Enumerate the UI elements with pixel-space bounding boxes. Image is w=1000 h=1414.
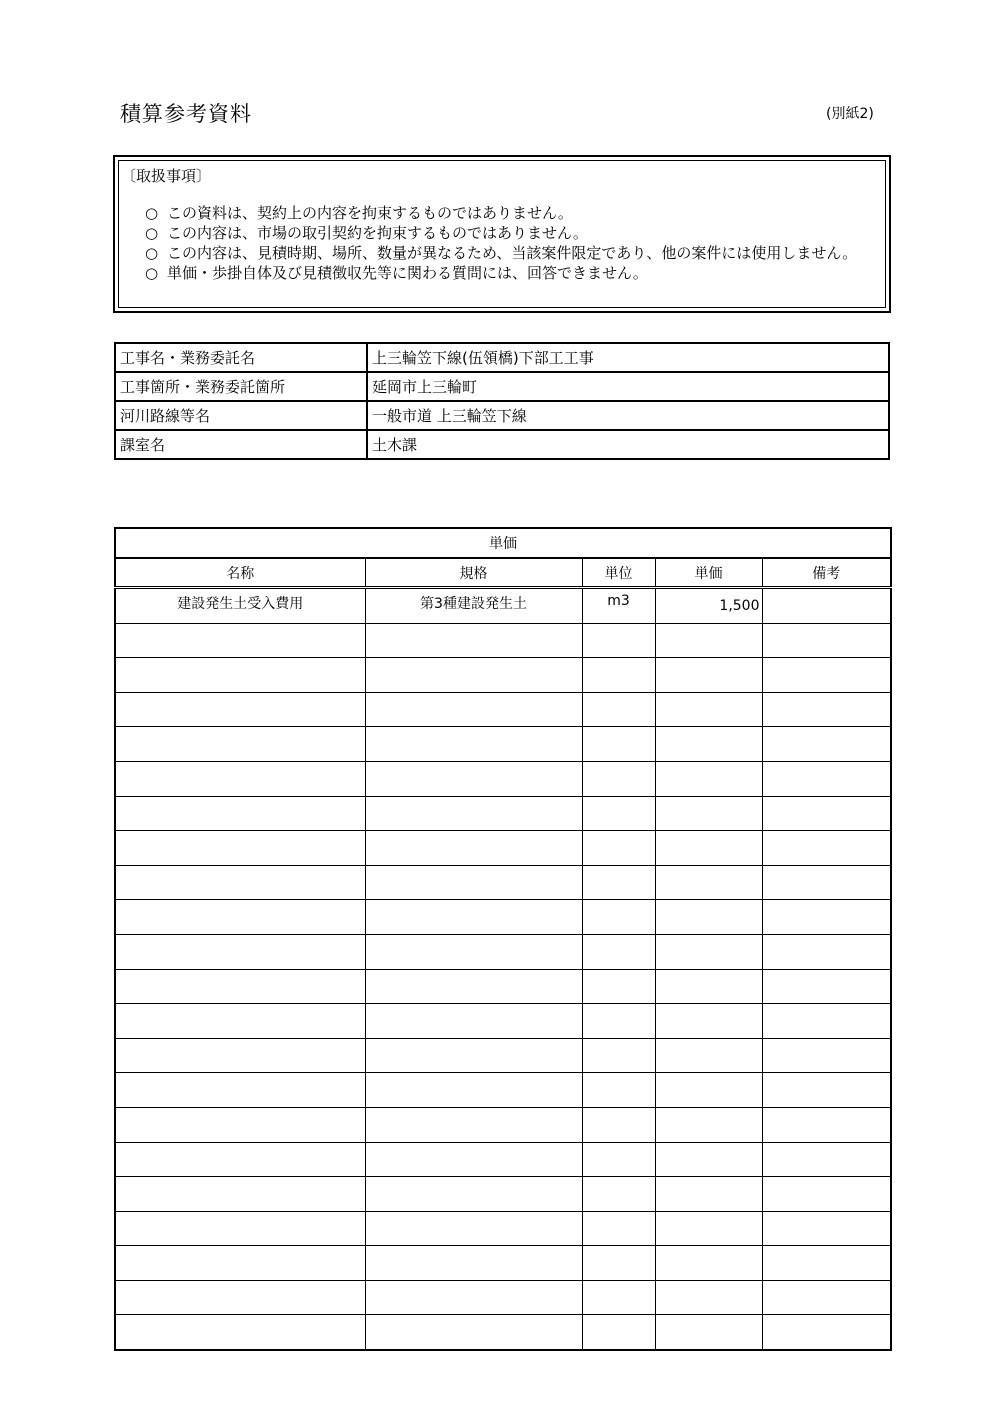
cell-name — [115, 1280, 365, 1315]
project-info-table — [114, 342, 890, 460]
table-row — [115, 1246, 891, 1281]
cell-name — [115, 934, 365, 969]
table-row — [115, 796, 891, 831]
circle-bullet-icon: ○ — [145, 264, 159, 282]
cell-unit-price — [655, 727, 762, 762]
cell-remarks — [762, 692, 891, 727]
cell-name — [115, 1211, 365, 1246]
cell-unit — [582, 1107, 655, 1142]
cell-name — [115, 623, 365, 658]
cell-name — [115, 1038, 365, 1073]
note-text: 単価・歩掛自体及び見積徴収先等に関わる質問には、回答できません。 — [167, 264, 648, 282]
unit-price-table — [114, 527, 892, 1351]
cell-remarks — [762, 1211, 891, 1246]
cell-spec — [365, 1004, 582, 1039]
unit-price-table-caption: 単価 — [115, 528, 891, 558]
cell-unit — [582, 796, 655, 831]
cell-remarks — [762, 1280, 891, 1315]
circle-bullet-icon: ○ — [145, 224, 159, 242]
cell-unit-price — [655, 761, 762, 796]
column-header-unit: 単位 — [582, 558, 655, 588]
cell-unit-price — [655, 1004, 762, 1039]
table-row — [115, 969, 891, 1004]
table-row — [115, 658, 891, 693]
cell-unit-price — [655, 623, 762, 658]
project-info-label: 工事名・業務委託名 — [115, 343, 367, 372]
handling-notes-box — [113, 155, 891, 313]
project-info-label: 河川路線等名 — [115, 401, 367, 430]
cell-spec — [365, 1073, 582, 1108]
handling-notes-inner-frame — [118, 160, 886, 308]
cell-unit-price — [655, 1211, 762, 1246]
cell-remarks — [762, 969, 891, 1004]
cell-unit — [582, 865, 655, 900]
cell-name — [115, 761, 365, 796]
table-row — [115, 1107, 891, 1142]
cell-spec — [365, 1246, 582, 1281]
cell-spec — [365, 1177, 582, 1212]
cell-unit — [582, 1280, 655, 1315]
table-row — [115, 761, 891, 796]
cell-name: 建設発生土受入費用 — [115, 588, 365, 624]
cell-name — [115, 865, 365, 900]
cell-name — [115, 727, 365, 762]
cell-unit-price — [655, 831, 762, 866]
cell-unit — [582, 1315, 655, 1350]
cell-unit-price — [655, 1038, 762, 1073]
cell-remarks — [762, 761, 891, 796]
note-item — [145, 263, 881, 283]
table-row — [115, 588, 891, 624]
cell-unit — [582, 1038, 655, 1073]
cell-remarks — [762, 1004, 891, 1039]
cell-unit-price — [655, 692, 762, 727]
cell-spec — [365, 1038, 582, 1073]
cell-spec — [365, 969, 582, 1004]
note-text: この資料は、契約上の内容を拘束するものではありません。 — [167, 204, 573, 222]
note-item — [145, 223, 881, 243]
cell-spec — [365, 761, 582, 796]
cell-remarks — [762, 796, 891, 831]
table-row — [115, 865, 891, 900]
table-row — [115, 623, 891, 658]
cell-unit-price — [655, 1142, 762, 1177]
cell-unit-price — [655, 934, 762, 969]
cell-unit-price — [655, 1073, 762, 1108]
cell-remarks — [762, 1073, 891, 1108]
cell-spec — [365, 692, 582, 727]
cell-name — [115, 692, 365, 727]
table-row — [115, 1177, 891, 1212]
cell-unit — [582, 969, 655, 1004]
cell-unit — [582, 831, 655, 866]
handling-notes-heading: 〔取扱事項〕 — [121, 167, 212, 185]
cell-name — [115, 969, 365, 1004]
cell-name — [115, 658, 365, 693]
cell-remarks — [762, 1038, 891, 1073]
table-row — [115, 727, 891, 762]
cell-spec — [365, 796, 582, 831]
cell-unit-price — [655, 1246, 762, 1281]
cell-remarks — [762, 588, 891, 624]
project-info-value: 一般市道 上三輪笠下線 — [367, 401, 889, 430]
cell-remarks — [762, 1142, 891, 1177]
cell-spec — [365, 727, 582, 762]
cell-name — [115, 831, 365, 866]
cell-unit — [582, 761, 655, 796]
cell-unit-price — [655, 1107, 762, 1142]
column-header-spec: 規格 — [365, 558, 582, 588]
table-row — [115, 1315, 891, 1350]
cell-spec — [365, 831, 582, 866]
project-info-value: 上三輪笠下線(伍領橋)下部工工事 — [367, 343, 889, 372]
cell-remarks — [762, 1315, 891, 1350]
project-info-row — [115, 372, 889, 401]
cell-unit — [582, 934, 655, 969]
attachment-label: (別紙2) — [826, 106, 874, 122]
cell-spec — [365, 934, 582, 969]
cell-remarks — [762, 1246, 891, 1281]
cell-name — [115, 1315, 365, 1350]
note-item — [145, 243, 881, 263]
cell-remarks — [762, 900, 891, 935]
table-row — [115, 900, 891, 935]
cell-unit — [582, 1142, 655, 1177]
cell-name — [115, 796, 365, 831]
cell-unit-price: 1,500 — [655, 588, 762, 624]
cell-name — [115, 1004, 365, 1039]
cell-spec — [365, 1142, 582, 1177]
cell-unit — [582, 692, 655, 727]
table-row — [115, 934, 891, 969]
table-row — [115, 1038, 891, 1073]
cell-name — [115, 1107, 365, 1142]
cell-name — [115, 1177, 365, 1212]
table-row — [115, 831, 891, 866]
cell-remarks — [762, 623, 891, 658]
cell-unit — [582, 1246, 655, 1281]
cell-unit — [582, 1073, 655, 1108]
note-text: この内容は、見積時期、場所、数量が異なるため、当該案件限定であり、他の案件には使用しません。 — [167, 244, 858, 262]
column-header-name: 名称 — [115, 558, 365, 588]
cell-spec — [365, 623, 582, 658]
circle-bullet-icon: ○ — [145, 244, 159, 262]
cell-unit-price — [655, 658, 762, 693]
project-info-label: 工事箇所・業務委託箇所 — [115, 372, 367, 401]
table-row — [115, 1211, 891, 1246]
cell-spec: 第3種建設発生土 — [365, 588, 582, 624]
cell-remarks — [762, 1177, 891, 1212]
column-header-remarks: 備考 — [762, 558, 891, 588]
cell-unit-price — [655, 1177, 762, 1212]
cell-name — [115, 1246, 365, 1281]
handling-notes-list — [145, 203, 881, 283]
table-row — [115, 692, 891, 727]
cell-spec — [365, 865, 582, 900]
cell-name — [115, 1142, 365, 1177]
project-info-row — [115, 401, 889, 430]
cell-spec — [365, 1315, 582, 1350]
cell-unit-price — [655, 1280, 762, 1315]
cell-remarks — [762, 658, 891, 693]
table-row — [115, 1280, 891, 1315]
cell-unit-price — [655, 865, 762, 900]
note-item — [145, 203, 881, 223]
table-row — [115, 1073, 891, 1108]
table-row — [115, 1142, 891, 1177]
cell-unit — [582, 623, 655, 658]
cell-unit — [582, 1177, 655, 1212]
cell-unit-price — [655, 900, 762, 935]
cell-spec — [365, 1211, 582, 1246]
cell-spec — [365, 1107, 582, 1142]
cell-name — [115, 1073, 365, 1108]
cell-remarks — [762, 934, 891, 969]
document-title: 積算参考資料 — [120, 102, 252, 126]
cell-unit-price — [655, 969, 762, 1004]
project-info-row — [115, 343, 889, 372]
note-text: この内容は、市場の取引契約を拘束するものではありません。 — [167, 224, 588, 242]
project-info-row — [115, 430, 889, 459]
project-info-label: 課室名 — [115, 430, 367, 459]
cell-unit: m3 — [582, 588, 655, 624]
cell-unit-price — [655, 1315, 762, 1350]
cell-unit-price — [655, 796, 762, 831]
cell-unit — [582, 1004, 655, 1039]
cell-remarks — [762, 865, 891, 900]
cell-remarks — [762, 831, 891, 866]
project-info-value: 延岡市上三輪町 — [367, 372, 889, 401]
cell-unit — [582, 658, 655, 693]
column-header-unit-price: 単価 — [655, 558, 762, 588]
cell-remarks — [762, 727, 891, 762]
cell-unit — [582, 727, 655, 762]
cell-spec — [365, 900, 582, 935]
cell-spec — [365, 1280, 582, 1315]
cell-remarks — [762, 1107, 891, 1142]
circle-bullet-icon: ○ — [145, 204, 159, 222]
cell-spec — [365, 658, 582, 693]
cell-unit — [582, 900, 655, 935]
cell-unit — [582, 1211, 655, 1246]
cell-name — [115, 900, 365, 935]
table-row — [115, 1004, 891, 1039]
project-info-value: 土木課 — [367, 430, 889, 459]
